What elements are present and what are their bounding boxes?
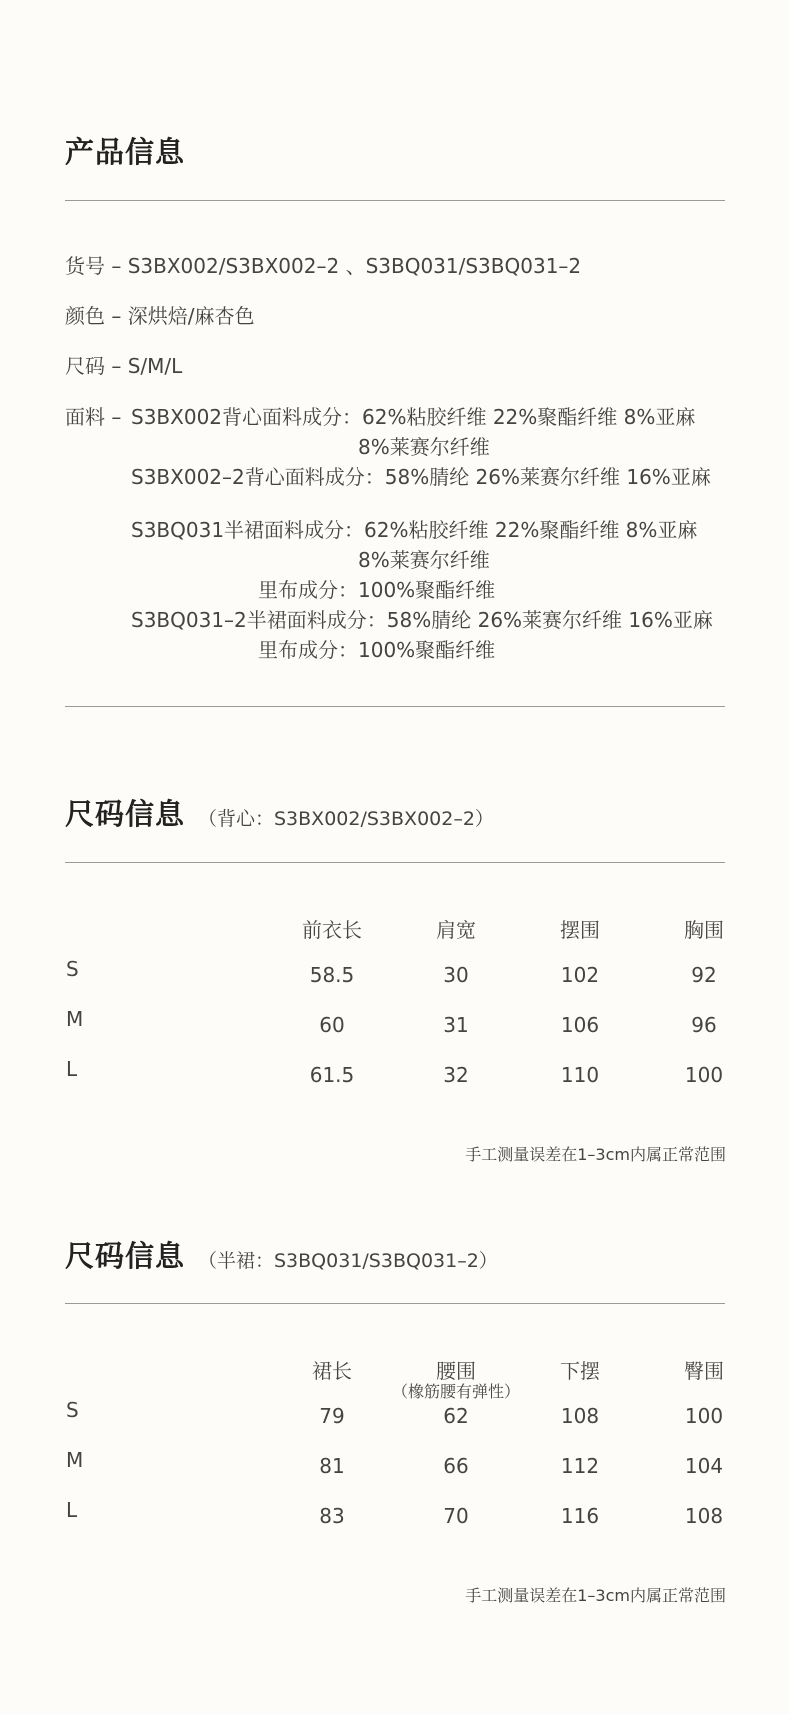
- fabric-line: S3BQ031–2半裙面料成分：58%腈纶 26%莱赛尔纤维 16%亚麻: [131, 608, 713, 632]
- table-cell: 30: [443, 963, 469, 987]
- table-cell: 58.5: [309, 963, 355, 987]
- fabric-line: S3BX002背心面料成分：62%粘胶纤维 22%聚酯纤维 8%亚麻: [131, 405, 696, 429]
- size-info-title: 尺码信息: [65, 1239, 186, 1273]
- divider: [65, 706, 725, 707]
- column-header: 裙长: [312, 1359, 352, 1383]
- table-cell: 70: [443, 1504, 469, 1528]
- column-header: 胸围: [684, 918, 724, 942]
- fabric-line: 里布成分：100%聚酯纤维: [258, 638, 496, 662]
- table-cell: 81: [319, 1454, 345, 1478]
- color-info: 颜色 – 深烘焙/麻杏色: [65, 304, 255, 328]
- column-header: 肩宽: [436, 918, 476, 942]
- divider: [65, 1303, 725, 1304]
- size-info-subtitle: （背心：S3BX002/S3BX002–2）: [198, 808, 494, 830]
- size-label: L: [66, 1057, 78, 1081]
- waist-note: （橡筋腰有弹性）: [391, 1382, 520, 1401]
- measurement-note: 手工测量误差在1–3cm内属正常范围: [465, 1145, 726, 1164]
- size-info-title: 尺码信息: [65, 797, 186, 831]
- table-cell: 62: [443, 1404, 469, 1428]
- item-number: 货号 – S3BX002/S3BX002–2 、S3BQ031/S3BQ031–2: [65, 254, 582, 278]
- divider: [65, 862, 725, 863]
- table-cell: 83: [319, 1504, 345, 1528]
- size-label: L: [66, 1498, 78, 1522]
- table-cell: 61.5: [309, 1063, 355, 1087]
- fabric-line: 8%莱赛尔纤维: [358, 548, 490, 572]
- table-cell: 79: [319, 1404, 345, 1428]
- column-header: 前衣长: [302, 918, 362, 942]
- table-cell: 32: [443, 1063, 469, 1087]
- size-label: S: [66, 1398, 79, 1422]
- column-header: 摆围: [560, 918, 600, 942]
- column-header: 下摆: [560, 1359, 600, 1383]
- table-cell: 106: [560, 1013, 600, 1037]
- size-label: S: [66, 957, 79, 981]
- size-label: M: [66, 1007, 84, 1031]
- size-range: 尺码 – S/M/L: [65, 354, 183, 378]
- table-cell: 108: [560, 1404, 600, 1428]
- table-cell: 104: [684, 1454, 724, 1478]
- table-cell: 108: [684, 1504, 724, 1528]
- fabric-line: S3BQ031半裙面料成分：62%粘胶纤维 22%聚酯纤维 8%亚麻: [131, 518, 698, 542]
- fabric-line: 8%莱赛尔纤维: [358, 435, 490, 459]
- table-cell: 60: [319, 1013, 345, 1037]
- size-label: M: [66, 1448, 84, 1472]
- table-cell: 102: [560, 963, 600, 987]
- product-info-title: 产品信息: [65, 135, 186, 169]
- table-cell: 110: [560, 1063, 600, 1087]
- fabric-line: 里布成分：100%聚酯纤维: [258, 578, 496, 602]
- table-cell: 92: [691, 963, 717, 987]
- table-cell: 100: [684, 1063, 724, 1087]
- table-cell: 31: [443, 1013, 469, 1037]
- fabric-label: 面料 –: [65, 405, 122, 429]
- table-cell: 116: [560, 1504, 600, 1528]
- table-cell: 100: [684, 1404, 724, 1428]
- measurement-note: 手工测量误差在1–3cm内属正常范围: [465, 1586, 726, 1605]
- size-info-subtitle: （半裙：S3BQ031/S3BQ031–2）: [198, 1250, 498, 1272]
- table-cell: 96: [691, 1013, 717, 1037]
- fabric-line: S3BX002–2背心面料成分：58%腈纶 26%莱赛尔纤维 16%亚麻: [131, 465, 711, 489]
- column-header: 腰围: [436, 1359, 476, 1383]
- column-header: 臀围: [684, 1359, 724, 1383]
- table-cell: 112: [560, 1454, 600, 1478]
- divider: [65, 200, 725, 201]
- table-cell: 66: [443, 1454, 469, 1478]
